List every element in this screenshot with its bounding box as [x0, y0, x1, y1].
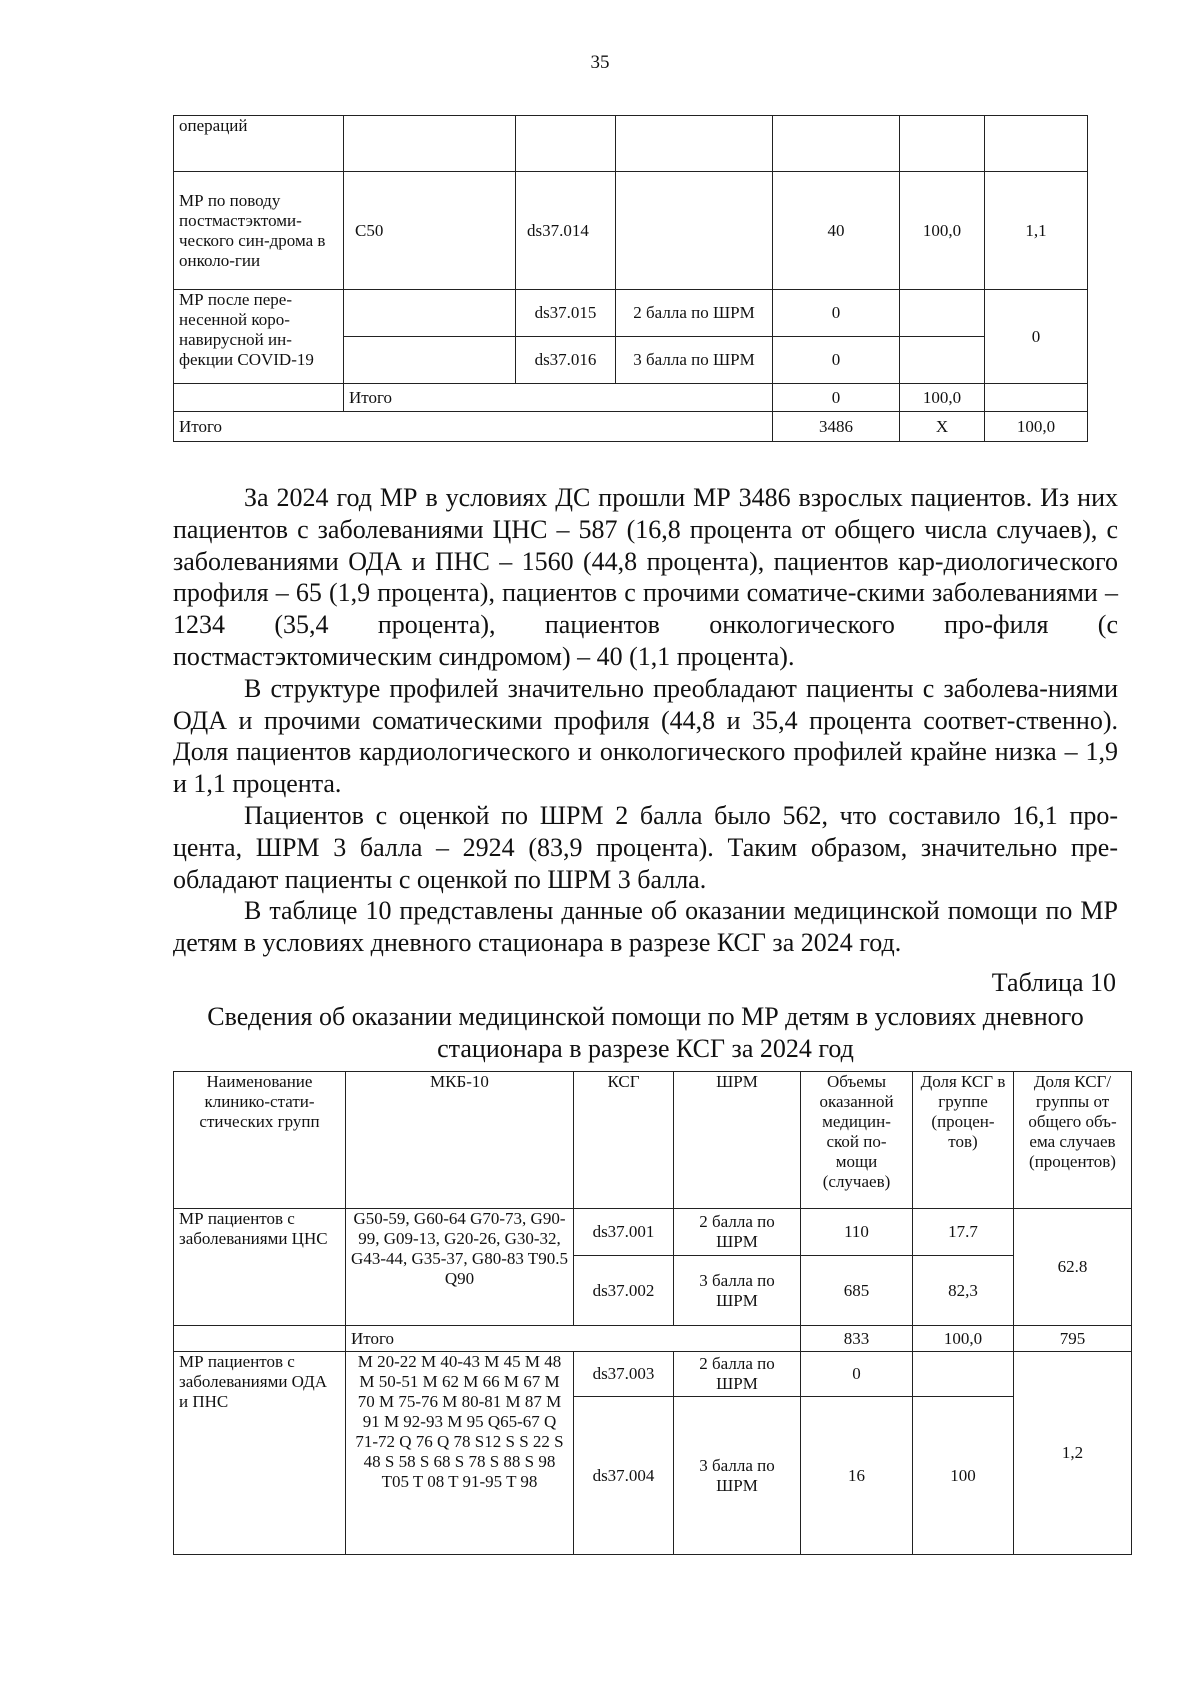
total-share: 795 [1014, 1326, 1132, 1352]
column-header: Объемы оказанной медицин-ской по-мощи (случаев) [801, 1072, 913, 1209]
total-share: 62.8 [1014, 1209, 1132, 1326]
table-row [174, 290, 1088, 337]
volume: 0 [773, 290, 900, 337]
total-share: 1,1 [985, 172, 1088, 290]
group-share: 82,3 [913, 1256, 1014, 1326]
mkb-code: C50 [344, 172, 516, 290]
total-share: 100,0 [985, 412, 1088, 442]
subtotal-label: Итого [346, 1326, 801, 1352]
ksg-code: ds37.001 [574, 1209, 674, 1256]
ksg-code: ds37.003 [574, 1352, 674, 1397]
volume: 0 [773, 337, 900, 384]
mkb-codes: M 20-22 M 40-43 M 45 M 48 M 50-51 M 62 M 66 M 67 M 70 M 75-76 M 80-81 M 87 M 91 M 92-93 M 95 Q65-67 Q 71-72 Q 76 Q 78 S12 S S 22 S 48 S 58 S 68 S 78 S 88 S 98 T05 T 08 T 91-95 T 98 [346, 1352, 574, 1555]
mkb-codes: G50-59, G60-64 G70-73, G90-99, G09-13, G20-26, G30-32, G43-44, G35-37, G80-83 T90.5 Q90 [346, 1209, 574, 1326]
page-number: 35 [590, 52, 610, 73]
shrm: 2 балла по ШРМ [616, 290, 773, 337]
row-name: МР по поводу постмастэктоми-ческого син-дрома в онколо-гии [174, 172, 344, 290]
ksg-code: ds37.014 [516, 172, 616, 290]
column-header: Доля КСГ в группе (процен-тов) [913, 1072, 1014, 1209]
volume: 110 [801, 1209, 913, 1256]
shrm: 3 балла по ШРМ [674, 1397, 801, 1555]
table-number: Таблица 10 [991, 968, 1116, 997]
group-share: Х [900, 412, 985, 442]
group-share: 17.7 [913, 1209, 1014, 1256]
ksg-code: ds37.015 [516, 290, 616, 337]
total-share: 0 [985, 290, 1088, 384]
paragraph: Пациентов с оценкой по ШРМ 2 балла было 562, что составило 16,1 про-цента, ШРМ 3 балла – 2924 (83,9 процента). Таким образом, значительно пре-обладают пациенты с оценкой по ШРМ 3 балла. [173, 800, 1118, 894]
group-name: МР пациентов с заболеваниями ОДА и ПНС [174, 1352, 346, 1555]
table-title: Сведения об оказании медицинской помощи по МР детям в условиях дневного стационара в разрезе КСГ за 2024 год [207, 1002, 1084, 1063]
total-label: Итого [174, 412, 773, 442]
column-header: Наименование клинико-стати-стических групп [174, 1072, 346, 1209]
rehab-children-table [173, 1071, 1132, 1555]
volume: 833 [801, 1326, 913, 1352]
table-row [174, 172, 1088, 290]
rehab-adults-table-continuation [173, 115, 1088, 442]
paragraph: В структуре профилей значительно преобладают пациенты с заболева-ниями ОДА и прочими соматическими профиля (44,8 и 35,4 процента соответ-ственно). Доля пациентов кардиологического и онкологического профилей крайне низка – 1,9 и 1,1 процента. [173, 673, 1118, 799]
group-share: 100,0 [900, 172, 985, 290]
volume: 685 [801, 1256, 913, 1326]
ksg-code: ds37.002 [574, 1256, 674, 1326]
table-row [174, 1209, 1132, 1256]
ksg-code: ds37.016 [516, 337, 616, 384]
volume: 40 [773, 172, 900, 290]
row-name: операций [174, 116, 344, 172]
group-name: МР пациентов с заболеваниями ЦНС [174, 1209, 346, 1326]
column-header: Доля КСГ/ группы от общего объ-ема случаев (процентов) [1014, 1072, 1132, 1209]
group-share: 100 [913, 1397, 1014, 1555]
volume: 16 [801, 1397, 913, 1555]
ksg-code: ds37.004 [574, 1397, 674, 1555]
table-row [174, 116, 1088, 172]
group-share: 100,0 [900, 384, 985, 412]
shrm: 2 балла по ШРМ [674, 1209, 801, 1256]
column-header: ШРМ [674, 1072, 801, 1209]
volume: 3486 [773, 412, 900, 442]
paragraph: За 2024 год МР в условиях ДС прошли МР 3486 взрослых пациентов. Из них пациентов с заболеваниями ЦНС – 587 (16,8 процента от общего числа случаев), с заболеваниями ОДА и ПНС – 1560 (44,8 процента), пациентов кар-диологического профиля – 65 (1,9 процента), пациентов с прочими соматиче-скими заболеваниями – 1234 (35,4 процента), пациентов онкологического про-филя (с постмастэктомическим синдромом) – 40 (1,1 процента). [173, 483, 1118, 671]
column-header: КСГ [574, 1072, 674, 1209]
paragraph: В таблице 10 представлены данные об оказании медицинской помощи по МР детям в условиях дневного стационара в разрезе КСГ за 2024 год. [173, 896, 1118, 958]
column-header: МКБ-10 [346, 1072, 574, 1209]
table-row [174, 384, 1088, 412]
volume: 0 [801, 1352, 913, 1397]
shrm: 3 балла по ШРМ [674, 1256, 801, 1326]
shrm: 2 балла по ШРМ [674, 1352, 801, 1397]
group-share: 100,0 [913, 1326, 1014, 1352]
table-row [174, 1352, 1132, 1397]
volume: 0 [773, 384, 900, 412]
table-row [174, 1326, 1132, 1352]
body-text [173, 482, 1118, 959]
row-name: МР после пере-несенной коро-навирусной ин-фекции COVID-19 [174, 290, 344, 384]
total-share: 1,2 [1014, 1352, 1132, 1555]
shrm: 3 балла по ШРМ [616, 337, 773, 384]
table-row [174, 412, 1088, 442]
subtotal-label: Итого [344, 384, 773, 412]
table-header-row [174, 1072, 1132, 1209]
